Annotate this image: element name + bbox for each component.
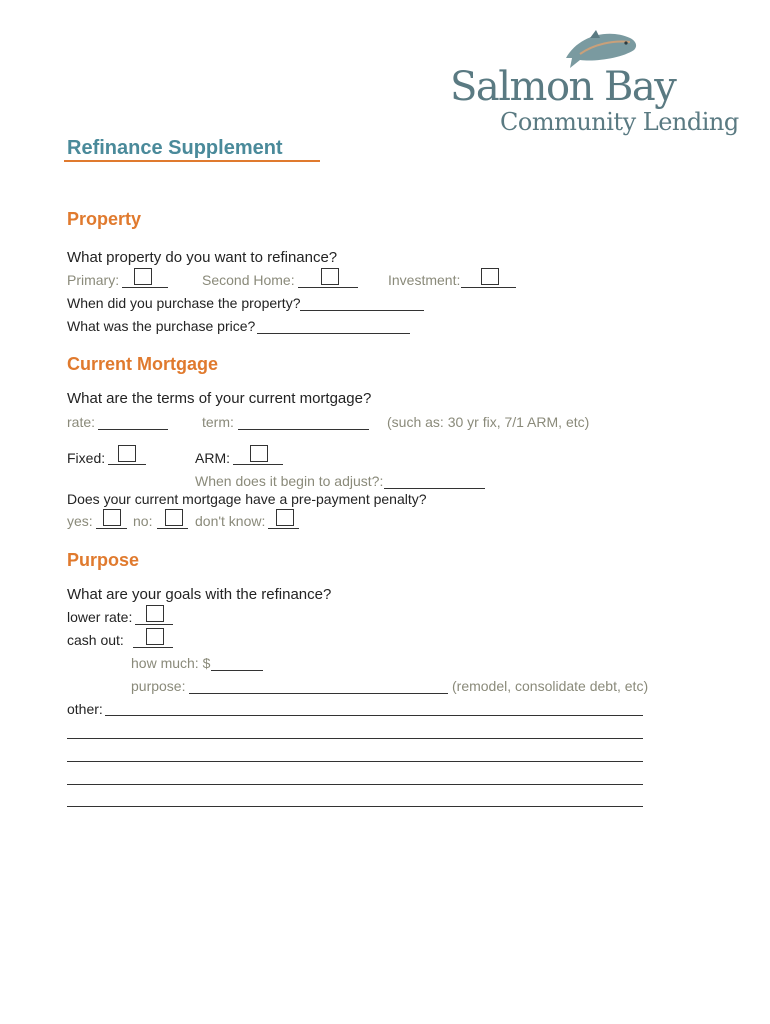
primary-checkbox[interactable]: [134, 268, 152, 285]
no-checkbox[interactable]: [165, 509, 183, 526]
arm-label: ARM:: [195, 450, 230, 466]
purchase-date-field[interactable]: [300, 310, 424, 311]
logo-name-line1: Salmon Bay: [450, 64, 676, 110]
purpose-hint: (remodel, consolidate debt, etc): [452, 678, 649, 694]
purpose-field[interactable]: [189, 693, 448, 694]
arm-line: [233, 464, 283, 465]
purchase-price-label: What was the purchase price?: [67, 318, 256, 334]
rate-field[interactable]: [98, 429, 168, 430]
mortgage-question: What are the terms of your current mortgage?: [67, 390, 372, 407]
other-field-line-3[interactable]: [67, 761, 643, 762]
fixed-line: [108, 464, 146, 465]
dont-know-checkbox[interactable]: [276, 509, 294, 526]
investment-line: [461, 287, 516, 288]
purchase-date-label: When did you purchase the property?: [67, 295, 301, 311]
second-home-label: Second Home:: [202, 272, 295, 288]
section-heading-current-mortgage: Current Mortgage: [67, 354, 219, 374]
section-heading-property: Property: [67, 209, 142, 229]
term-label: term:: [202, 414, 234, 430]
dont-know-label: don't know:: [195, 513, 266, 529]
adjust-label: When does it begin to adjust?:: [195, 473, 384, 489]
arm-checkbox[interactable]: [250, 445, 268, 462]
cash-out-checkbox[interactable]: [146, 628, 164, 645]
yes-line: [96, 528, 127, 529]
purpose-question: What are your goals with the refinance?: [67, 586, 332, 603]
other-field-line-1[interactable]: [105, 715, 643, 716]
primary-label: Primary:: [67, 272, 120, 288]
term-field[interactable]: [238, 429, 369, 430]
fixed-label: Fixed:: [67, 450, 106, 466]
lower-rate-checkbox[interactable]: [146, 605, 164, 622]
purpose-label: purpose:: [131, 678, 186, 694]
second-home-line: [298, 287, 358, 288]
yes-label: yes:: [67, 513, 93, 529]
term-hint: (such as: 30 yr fix, 7/1 ARM, etc): [387, 414, 590, 430]
how-much-field[interactable]: [211, 670, 263, 671]
section-heading-purpose: Purpose: [67, 550, 140, 570]
primary-line: [122, 287, 168, 288]
other-field-line-5[interactable]: [67, 806, 643, 807]
second-home-checkbox[interactable]: [321, 268, 339, 285]
page-title: Refinance Supplement: [67, 137, 283, 159]
yes-checkbox[interactable]: [103, 509, 121, 526]
title-underline: [64, 160, 320, 162]
lower-rate-label: lower rate:: [67, 609, 133, 625]
logo: [440, 20, 739, 140]
property-question: What property do you want to refinance?: [67, 249, 338, 266]
no-line: [157, 528, 188, 529]
lower-rate-line: [135, 624, 173, 625]
rate-label: rate:: [67, 414, 96, 430]
dont-know-line: [268, 528, 299, 529]
cash-out-line: [133, 647, 173, 648]
adjust-field[interactable]: [384, 488, 485, 489]
investment-checkbox[interactable]: [481, 268, 499, 285]
no-label: no:: [133, 513, 153, 529]
other-field-line-2[interactable]: [67, 738, 643, 739]
purchase-price-field[interactable]: [257, 333, 410, 334]
investment-label: Investment:: [388, 272, 461, 288]
cash-out-label: cash out:: [67, 632, 124, 648]
logo-name-line2: Community Lending: [500, 108, 739, 136]
other-field-line-4[interactable]: [67, 784, 643, 785]
how-much-label: how much: $: [131, 655, 211, 671]
other-label: other:: [67, 701, 103, 717]
fixed-checkbox[interactable]: [118, 445, 136, 462]
penalty-question: Does your current mortgage have a pre-payment penalty?: [67, 491, 427, 507]
